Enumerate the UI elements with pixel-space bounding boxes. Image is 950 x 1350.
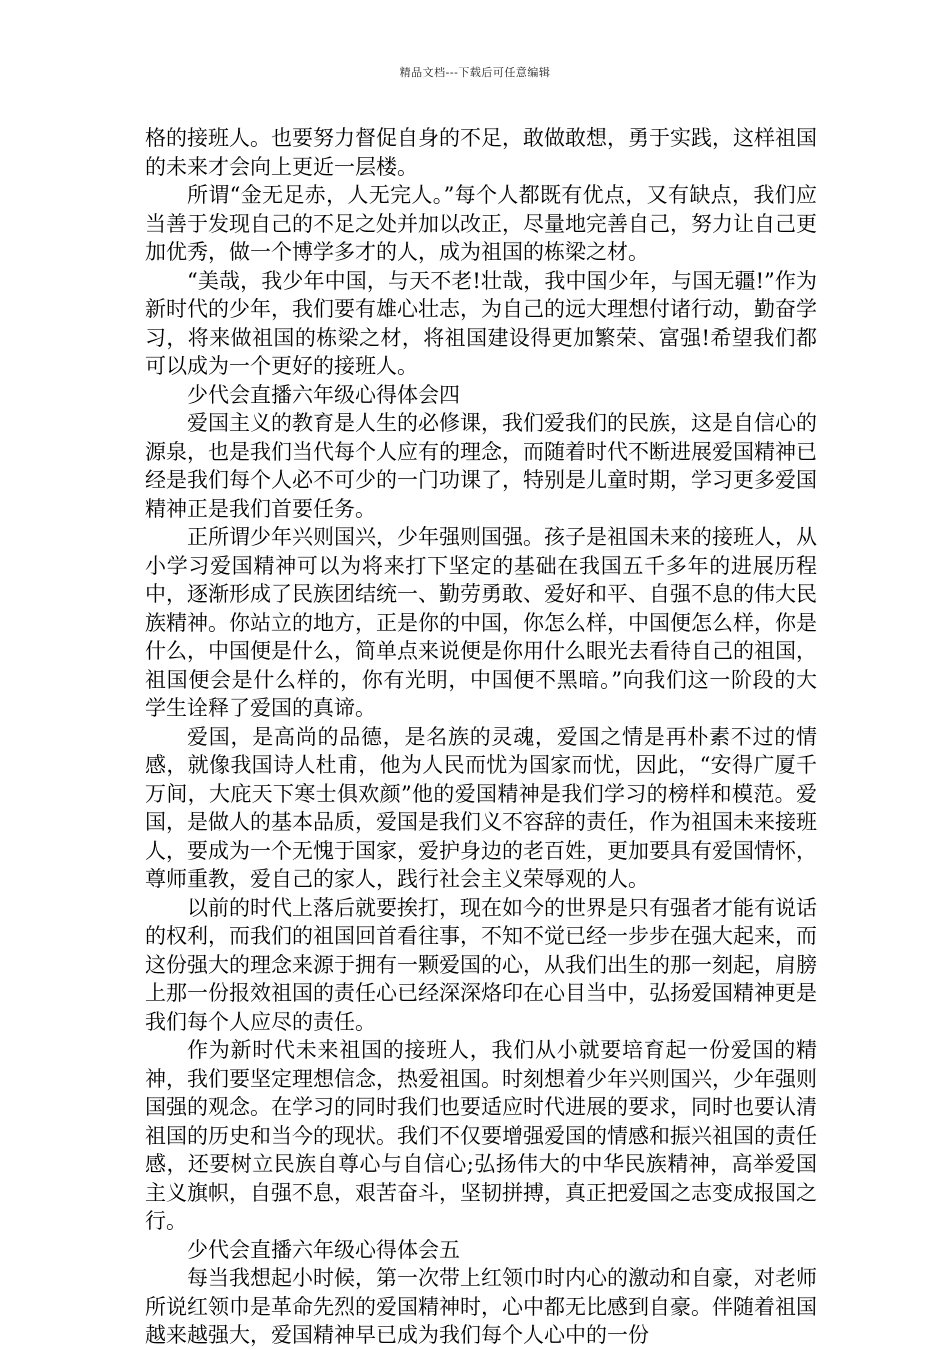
- section-heading-5: 少代会直播六年级心得体会五: [187, 1237, 460, 1262]
- paragraph-9: 每当我想起小时候，第一次带上红领巾时内心的激动和自豪，对老师所说红领巾是革命先烈的爱国精神时，心中都无比感到自豪。伴随着祖国越来越强大，爱国精神早已成为我们每个人心中的一份: [145, 1266, 817, 1347]
- paragraph-4: 爱国主义的教育是人生的必修课，我们爱我们的民族，这是自信心的源泉，也是我们当代每个人应有的理念，而随着时代不断进展爱国精神已经是我们每个人必不可少的一门功课了，特别是儿童时期，学习更多爱国精神正是我们首要任务。: [145, 411, 817, 521]
- paragraph-3: “美哉，我少年中国，与天不老!壮哉，我中国少年，与国无疆!”作为新时代的少年，我们要有雄心壮志，为自己的远大理想付诸行动，勤奋学习，将来做祖国的栋梁之材，将祖国建设得更加繁荣、富强!希望我们都可以成为一个更好的接班人。: [145, 268, 817, 378]
- paragraph-1: 格的接班人。也要努力督促自身的不足，敢做敢想，勇于实践，这样祖国的未来才会向上更近一层楼。: [145, 126, 817, 179]
- section-heading-4: 少代会直播六年级心得体会四: [187, 382, 460, 407]
- paragraph-8: 作为新时代未来祖国的接班人，我们从小就要培育起一份爱国的精神，我们要坚定理想信念，热爱祖国。时刻想着少年兴则国兴，少年强则国强的观念。在学习的同时我们也要适应时代进展的要求，同时也要认清祖国的历史和当今的现状。我们不仅要增强爱国的情感和振兴祖国的责任感，还要树立民族自尊心与自信心;弘扬伟大的中华民族精神，高举爱国主义旗帜，自强不息，艰苦奋斗，坚韧拼搏，真正把爱国之志变成报国之行。: [145, 1038, 817, 1233]
- paragraph-6: 爱国，是高尚的品德，是名族的灵魂，爱国之情是再朴素不过的情感，就像我国诗人杜甫，他为人民而忧为国家而忧，因此，“安得广厦千万间，大庇天下寒士俱欢颜”他的爱国精神是我们学习的榜样和模范。爱国，是做人的基本品质，爱国是我们义不容辞的责任，作为祖国未来接班人，要成为一个无愧于国家，爱护身边的老百姓，更加要具有爱国情怀，尊师重教，爱自己的家人，践行社会主义荣辱观的人。: [145, 724, 817, 891]
- paragraph-5: 正所谓少年兴则国兴，少年强则国强。孩子是祖国未来的接班人，从小学习爱国精神可以为将来打下坚定的基础在我国五千多年的进展历程中，逐渐形成了民族团结统一、勤劳勇敢、爱好和平、自强不息的伟大民族精神。你站立的地方，正是你的中国，你怎么样，中国便怎么样，你是什么，中国便是什么，简单点来说便是你用什么眼光去看待自己的祖国，祖国便会是什么样的，你有光明，中国便不黑暗。”向我们这一阶段的大学生诠释了爱国的真谛。: [145, 525, 817, 720]
- paragraph-7: 以前的时代上落后就要挨打，现在如今的世界是只有强者才能有说话的权利，而我们的祖国回首看往事，不知不觉已经一步步在强大起来，而这份强大的理念来源于拥有一颗爱国的心，从我们出生的那一刻起，肩膀上那一份报效祖国的责任心已经深深烙印在心目当中，弘扬爱国精神更是我们每个人应尽的责任。: [145, 895, 817, 1034]
- page-header: 精品文档---下载后可任意编辑: [399, 66, 551, 79]
- document-body: [145, 124, 817, 1350]
- paragraph-2: 所谓“金无足赤，人无完人。”每个人都既有优点，又有缺点，我们应当善于发现自己的不足之处并加以改正，尽量地完善自己，努力让自己更加优秀，做一个博学多才的人，成为祖国的栋梁之材。: [145, 183, 817, 264]
